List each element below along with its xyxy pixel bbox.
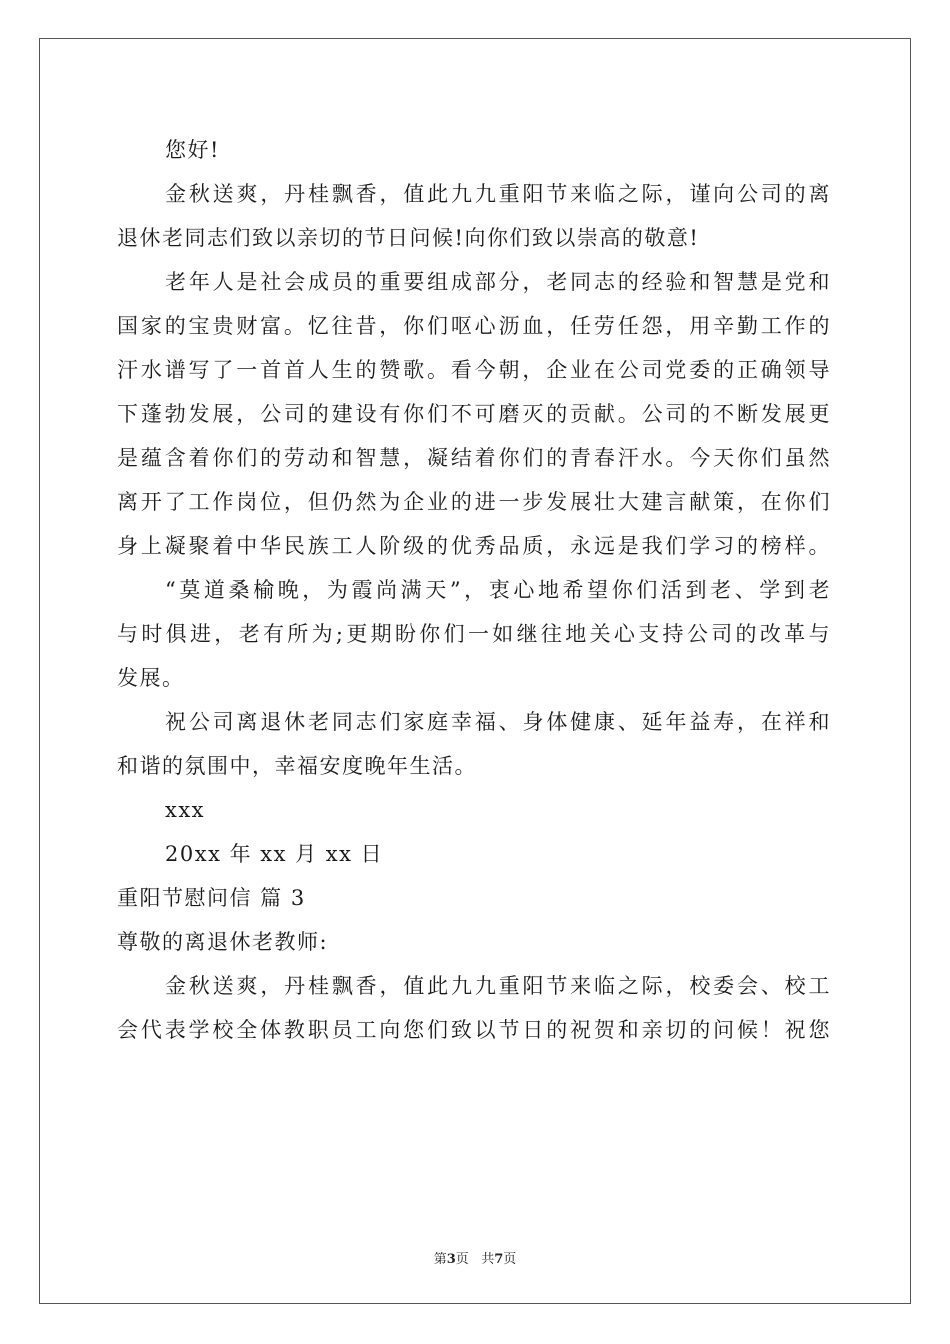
footer-suffix: 页 <box>503 1252 517 1267</box>
paragraph-line: 身上凝聚着中华民族工人阶级的优秀品质，永远是我们学习的榜样。 <box>117 534 831 558</box>
date: 20xx 年 xx 月 xx 日 <box>165 842 384 866</box>
paragraph-line: 祝公司离退休老同志们家庭幸福、身体健康、延年益寿，在祥和 <box>165 710 831 734</box>
signature: xxx <box>165 798 206 822</box>
paragraph-line: 是蕴含着你们的劳动和智慧，凝结着你们的青春汗水。今天你们虽然 <box>117 446 831 470</box>
section-heading: 重阳节慰问信 篇 3 <box>117 886 306 910</box>
paragraph-line: 发展。 <box>117 666 185 690</box>
paragraph-line: 金秋送爽，丹桂飘香，值此九九重阳节来临之际，校委会、校工 <box>165 974 831 998</box>
paragraph-line: 与时俱进，老有所为;更期盼你们一如继往地关心支持公司的改革与 <box>117 622 831 646</box>
paragraph-line: 金秋送爽，丹桂飘香，值此九九重阳节来临之际，谨向公司的离 <box>165 182 831 206</box>
current-page-number: 3 <box>446 1252 456 1267</box>
paragraph-line: 会代表学校全体教职员工向您们致以节日的祝贺和亲切的问候！祝您 <box>117 1018 831 1042</box>
page-footer <box>0 1248 950 1267</box>
paragraph-line: 和谐的氛围中，幸福安度晚年生活。 <box>117 754 477 778</box>
document-body <box>117 128 831 1052</box>
paragraph-line: 退休老同志们致以亲切的节日问候!向你们致以崇高的敬意! <box>117 226 700 250</box>
footer-middle: 页 共 <box>455 1252 495 1267</box>
paragraph-line: 下蓬勃发展，公司的建设有你们不可磨灭的贡献。公司的不断发展更 <box>117 402 831 426</box>
paragraph-line: 老年人是社会成员的重要组成部分，老同志的经验和智慧是党和 <box>165 270 831 294</box>
paragraph-line: 国家的宝贵财富。忆往昔，你们呕心沥血，任劳任怨，用辛勤工作的 <box>117 314 831 338</box>
footer-prefix: 第 <box>433 1252 447 1267</box>
salutation: 尊敬的离退休老教师: <box>117 930 329 954</box>
greeting: 您好! <box>165 138 220 162</box>
paragraph-line: 离开了工作岗位，但仍然为企业的进一步发展壮大建言献策，在你们 <box>117 490 831 514</box>
total-pages-number: 7 <box>494 1252 504 1267</box>
paragraph-line: “莫道桑榆晚，为霞尚满天”，衷心地希望你们活到老、学到老 <box>165 578 831 602</box>
paragraph-line: 汗水谱写了一首首人生的赞歌。看今朝，企业在公司党委的正确领导 <box>117 358 831 382</box>
